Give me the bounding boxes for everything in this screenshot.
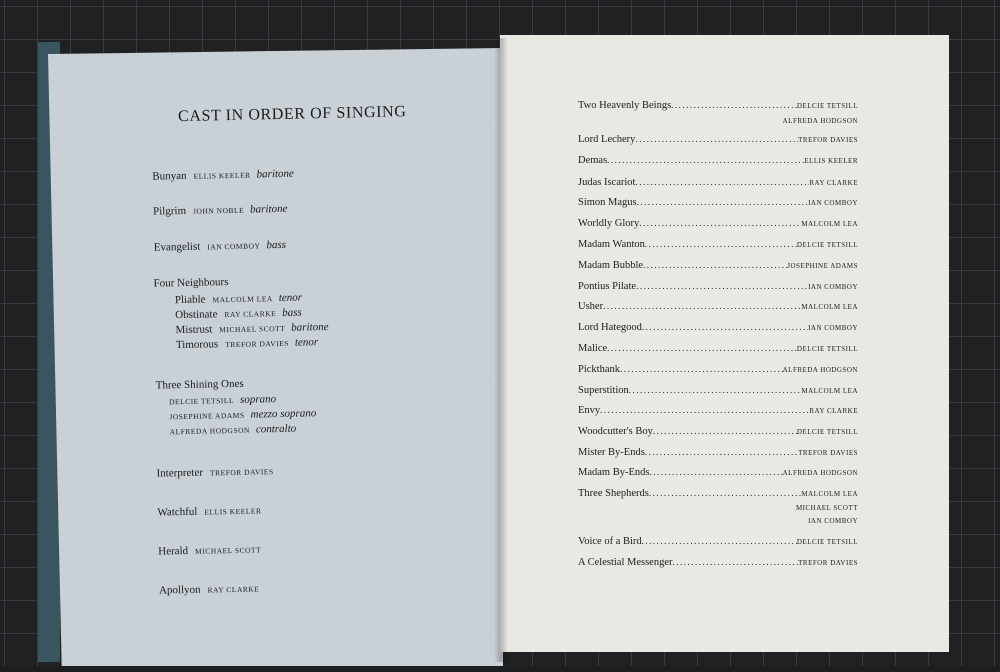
role-name: Judas Iscariot	[578, 177, 636, 188]
singer-name: MALCOLM LEA	[801, 220, 858, 228]
cast-entry	[158, 543, 261, 557]
role-name: Envy	[578, 405, 601, 416]
cast-line	[578, 557, 858, 568]
cast-entry	[154, 239, 286, 254]
role-name: Bunyan	[152, 169, 187, 183]
role-name: Superstition	[578, 385, 629, 396]
cast-line	[578, 405, 858, 416]
singer-name: ELLIS KEELER	[804, 157, 858, 165]
singer-name: DELCIE TETSILL	[796, 538, 858, 546]
role-name: Woodcutter's Boy	[578, 426, 653, 437]
singer-name: JOSEPHINE ADAMS	[787, 262, 858, 270]
singer-name: RAY CLARKE	[809, 179, 858, 187]
cast-entry	[169, 407, 316, 422]
role-name: Malice	[578, 343, 608, 354]
role-name: Pilgrim	[152, 204, 187, 218]
singer-name: RAY CLARKE	[207, 584, 260, 595]
singer-name: TREFOR DAVIES	[798, 449, 858, 457]
leader-dots	[600, 405, 809, 415]
cast-line	[578, 322, 858, 333]
role-name: Obstinate	[175, 308, 218, 322]
leader-dots	[629, 385, 802, 395]
cast-line	[578, 177, 858, 188]
cast-line	[578, 301, 858, 312]
role-name: Apollyon	[158, 583, 201, 597]
leader-dots	[642, 322, 808, 332]
leader-dots	[643, 260, 787, 270]
singer-name: JOHN NOBLE	[192, 205, 245, 216]
leader-dots	[653, 426, 797, 436]
singer-name: ALFREDA HODGSON	[169, 425, 250, 437]
singer-name: DELCIE TETSILL	[796, 428, 858, 436]
singer-name: DELCIE TETSILL	[796, 102, 858, 110]
cast-entry	[176, 336, 319, 351]
cast-line	[578, 197, 858, 208]
voice-type: tenor	[294, 336, 319, 349]
role-name: Voice of a Bird	[578, 536, 642, 547]
voice-type: baritone	[249, 202, 288, 216]
role-name: Pliable	[174, 293, 206, 307]
additional-singer: ALFREDA HODGSON	[782, 117, 858, 125]
cast-entry	[175, 307, 302, 322]
leader-dots	[603, 301, 801, 311]
cast-entry	[175, 292, 302, 307]
singer-name: IAN COMBOY	[207, 241, 261, 252]
role-name: Worldly Glory	[578, 218, 640, 229]
leader-dots	[607, 343, 797, 353]
leader-dots	[649, 488, 802, 498]
role-name: A Celestial Messenger	[578, 557, 673, 568]
leader-dots	[637, 197, 808, 207]
cast-entry	[156, 465, 273, 479]
leader-dots	[607, 155, 804, 165]
additional-singer: MICHAEL SCOTT	[795, 504, 858, 512]
voice-type: bass	[266, 238, 287, 252]
voice-type: tenor	[278, 291, 303, 305]
role-name: Madam Bubble	[578, 260, 644, 271]
singer-name: JOSEPHINE ADAMS	[169, 410, 245, 422]
role-name: Usher	[578, 301, 604, 312]
role-name: Simon Magus	[578, 197, 637, 208]
singer-name: IAN COMBOY	[808, 199, 858, 207]
role-name: Lord Hategood	[578, 322, 642, 333]
singer-name: IAN COMBOY	[808, 283, 858, 291]
role-name: Mister By-Ends	[578, 447, 645, 458]
singer-name: ELLIS KEELER	[204, 506, 262, 517]
cast-entry	[170, 423, 297, 438]
cast-line	[578, 364, 858, 375]
cast-line	[578, 218, 858, 229]
cast-line	[578, 426, 858, 437]
cast-entry	[153, 203, 288, 218]
cast-line	[578, 260, 858, 271]
cast-entry	[169, 393, 276, 407]
leader-dots	[635, 134, 798, 144]
voice-type: mezzo soprano	[250, 407, 317, 421]
cast-entry	[157, 504, 261, 518]
cast-line	[578, 239, 858, 250]
cast-line	[578, 488, 858, 499]
role-name: Two Heavenly Beings	[578, 100, 672, 111]
leader-dots	[635, 177, 809, 187]
singer-name: ALFREDA HODGSON	[782, 469, 858, 477]
voice-type: baritone	[291, 320, 329, 334]
additional-singer: IAN COMBOY	[808, 517, 858, 525]
singer-name: IAN COMBOY	[808, 324, 858, 332]
role-name: Interpreter	[156, 466, 204, 480]
role-name: Demas	[578, 155, 608, 166]
cast-line	[578, 447, 858, 458]
cast-line	[578, 134, 858, 145]
role-name: Mistrust	[175, 323, 213, 337]
leader-dots	[645, 447, 798, 457]
cast-entry	[175, 321, 328, 336]
cast-line	[578, 281, 858, 292]
role-name: Watchful	[157, 505, 198, 519]
leader-dots	[645, 239, 797, 249]
role-name: Pontius Pilate	[578, 281, 637, 292]
page-title: CAST IN ORDER OF SINGING	[177, 103, 407, 126]
cast-line	[578, 385, 858, 396]
role-name: Lord Lechery	[578, 134, 636, 145]
cast-line	[578, 467, 858, 478]
singer-name: MICHAEL SCOTT	[219, 323, 286, 335]
role-name: Pickthank	[578, 364, 620, 375]
leader-dots	[639, 218, 801, 228]
group-heading: Three Shining Ones	[155, 377, 244, 392]
role-name: Madam Wanton	[578, 239, 645, 250]
singer-name: MALCOLM LEA	[801, 387, 858, 395]
singer-name: DELCIE TETSILL	[796, 345, 858, 353]
cast-entry	[159, 582, 260, 596]
role-name: Evangelist	[153, 240, 201, 254]
singer-name: MALCOLM LEA	[801, 303, 858, 311]
role-name: Herald	[158, 544, 189, 558]
role-name: Three Shepherds	[578, 488, 649, 499]
leader-dots	[672, 557, 798, 567]
group-heading: Four Neighbours	[153, 276, 229, 290]
leader-dots	[671, 100, 797, 110]
voice-type: baritone	[256, 167, 294, 181]
singer-name: TREFOR DAVIES	[798, 559, 858, 567]
cast-line	[578, 100, 858, 111]
singer-name: TREFOR DAVIES	[798, 136, 858, 144]
singer-name: TREFOR DAVIES	[209, 467, 274, 478]
singer-name: DELCIE TETSILL	[168, 395, 235, 407]
singer-name: TREFOR DAVIES	[225, 338, 290, 350]
singer-name: RAY CLARKE	[809, 407, 858, 415]
singer-name: MALCOLM LEA	[212, 294, 273, 305]
cast-entry	[152, 168, 294, 183]
cast-line	[578, 343, 858, 354]
role-name: Timorous	[175, 338, 219, 352]
cast-line	[578, 155, 858, 166]
singer-name: MICHAEL SCOTT	[195, 545, 262, 556]
singer-name: MALCOLM LEA	[801, 490, 858, 498]
singer-name: ELLIS KEELER	[193, 170, 251, 181]
leader-dots	[620, 364, 783, 374]
cast-line	[578, 536, 858, 547]
singer-name: DELCIE TETSILL	[796, 241, 858, 249]
voice-type: bass	[282, 306, 302, 319]
leader-dots	[649, 467, 782, 477]
leader-dots	[642, 536, 797, 546]
voice-type: contralto	[255, 422, 297, 436]
singer-name: RAY CLARKE	[224, 309, 277, 320]
role-name: Madam By-Ends	[578, 467, 650, 478]
voice-type: soprano	[239, 393, 277, 406]
leader-dots	[636, 281, 808, 291]
singer-name: ALFREDA HODGSON	[782, 366, 858, 374]
